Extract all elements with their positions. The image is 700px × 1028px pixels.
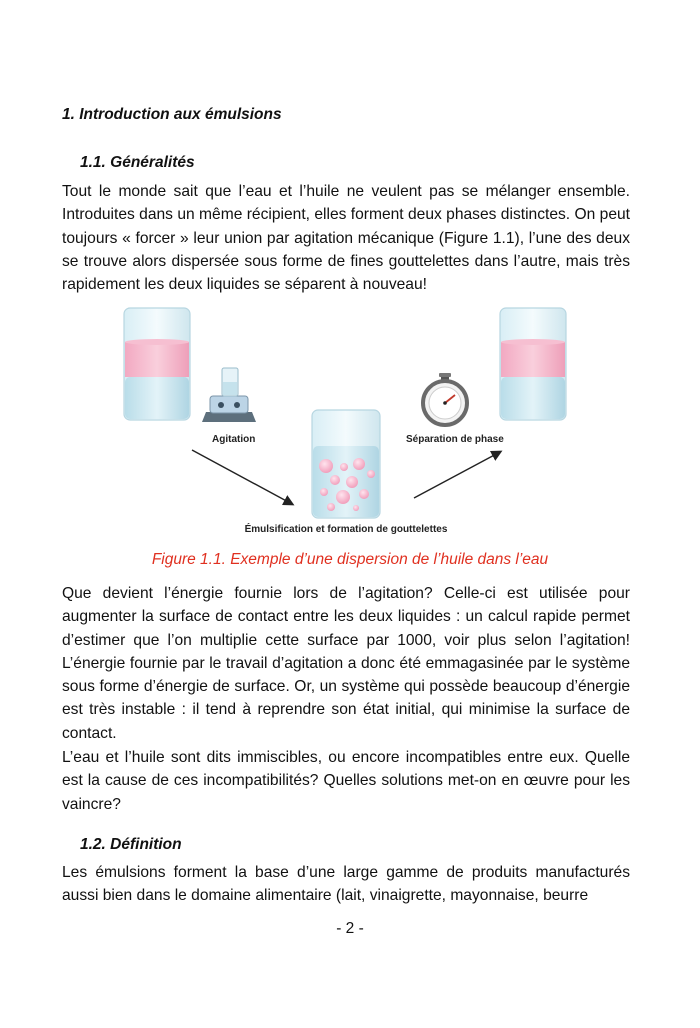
subsection-title-generalites: 1.1. Généralités — [80, 154, 195, 171]
label-separation: Séparation de phase — [406, 434, 504, 445]
arrow-to-separation — [414, 452, 500, 498]
section-title: 1. Introduction aux émulsions — [62, 106, 282, 123]
paragraph-definition: Les émulsions forment la base d’une large gamme de produits manufacturés aussi bien dans le domaine alimentaire (lait, vinaigrette, mayonnaise, beurre — [62, 864, 630, 905]
paragraph-intro: Tout le monde sait que l’eau et l’huile ne veulent pas se mélanger ensemble. Introduites dans un même récipient, elles forment deux phases distinctes. On peut toujours « forcer » leur union par agitation mécanique (Figure 1.1), l’une des deux se trouve alors dispersée sous forme de fines gouttelettes dans l’autre, mais très rapidement les deux liquides se séparent à nouveau! — [62, 183, 630, 294]
page-number: - 2 - — [336, 920, 364, 937]
figure-caption: Figure 1.1. Exemple d’une dispersion de l’huile dans l’eau — [151, 551, 549, 568]
label-agitation: Agitation — [212, 434, 256, 445]
magnetic-stirrer-icon — [202, 368, 256, 422]
label-emulsification: Émulsification et formation de gouttelettes — [244, 524, 448, 535]
beaker-right-separated — [500, 308, 566, 420]
paragraph-immiscible: L’eau et l’huile sont dits immiscibles, ou encore incompatibles entre eux. Quelle est la cause de ces incompatibilités? Quelles solutions met-on en œuvre pour les vaincre? — [62, 749, 630, 813]
arrow-to-emulsion — [192, 450, 292, 504]
figure-emulsion-diagram — [0, 300, 700, 540]
beaker-left-separated — [124, 308, 190, 420]
subsection-title-definition: 1.2. Définition — [80, 836, 182, 853]
beaker-center-emulsion — [312, 410, 380, 518]
paragraph-energy: Que devient l’énergie fournie lors de l’agitation? Celle-ci est utilisée pour augmenter la surface de contact entre les deux liquides : un calcul rapide permet d’estimer que l’on multiplie cette surface par 1000, voir plus selon l’agitation! L’énergie fournie par le travail d’agitation a donc été emmagasinée par le système sous forme d’énergie de surface. Or, un système qui possède beaucoup d’énergie est très instable : il tend à reprendre son état initial, qui minimise la surface de contact. — [62, 585, 630, 742]
stopwatch-icon — [423, 373, 467, 425]
